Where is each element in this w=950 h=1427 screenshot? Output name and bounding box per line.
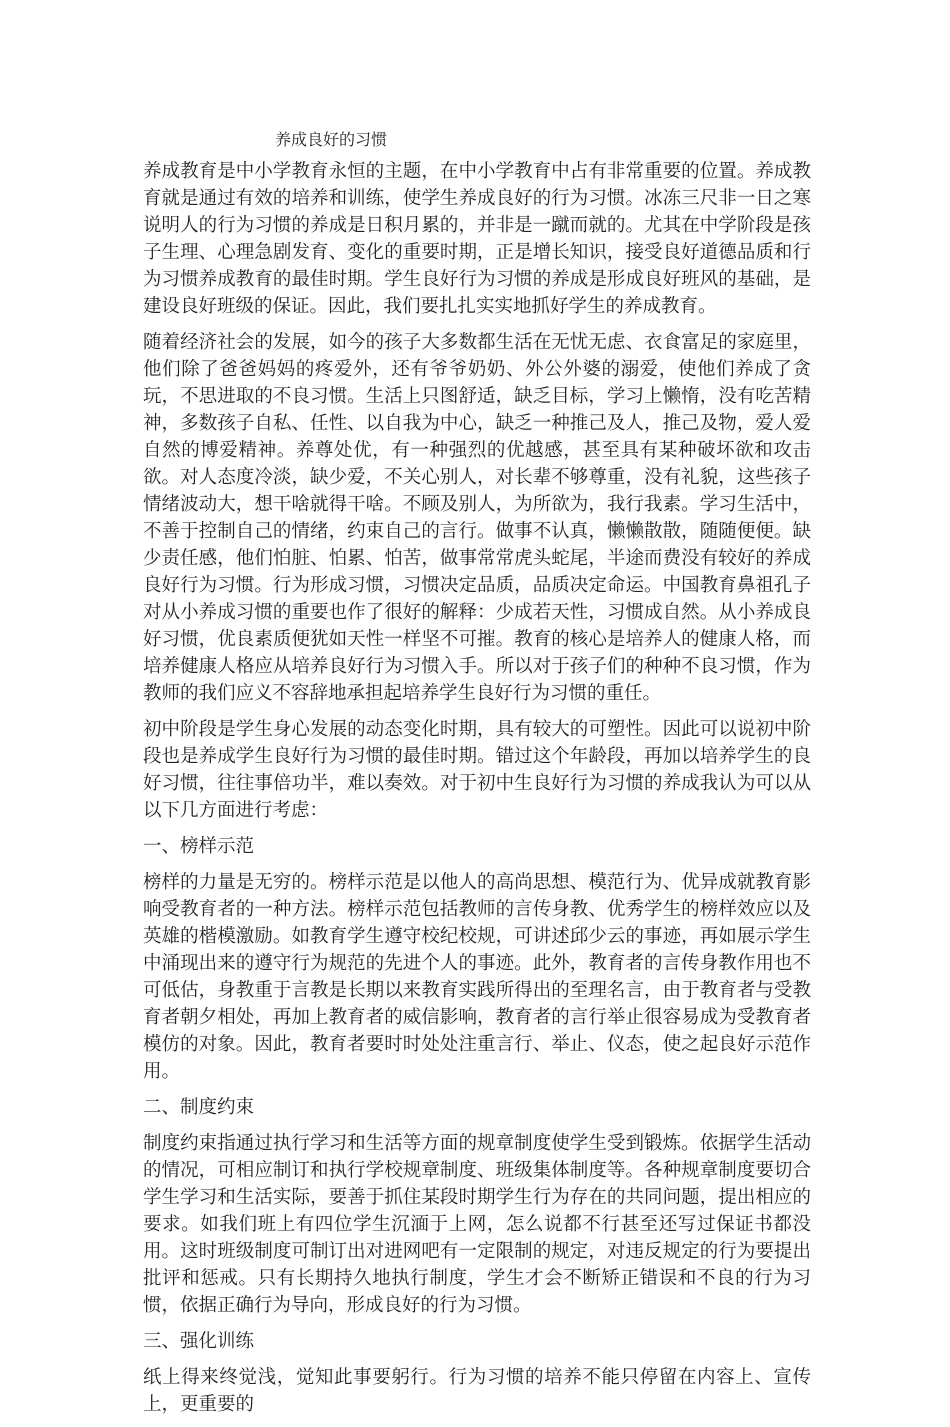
- section-heading-role-model: 一、榜样示范: [143, 836, 255, 857]
- paragraph-role-model: 榜样的力量是无穷的。榜样示范是以他人的高尚思想、模范行为、优异成就教育影响受教育者的一种方法。榜样示范包括教师的言传身教、优秀学生的榜样效应以及英雄的楷模激励。如教育学生遵守校纪校规，可讲述邱少云的事迹，再如展示学生中涌现出来的遵守行为规范的先进个人的事迹。此外，教育者的言传身教作用也不可低估，身教重于言教是长期以来教育实践所得出的至理名言，由于教育者与受教育者朝夕相处，再加上教育者的威信影响，教育者的言行举止很容易成为受教育者模仿的对象。因此，教育者要时时处处注重言行、举止、仪态，使之起良好示范作用。: [143, 872, 811, 1082]
- document-title: 养成良好的习惯: [275, 130, 388, 149]
- paragraph-junior-high: 初中阶段是学生身心发展的动态变化时期，具有较大的可塑性。因此可以说初中阶段也是养成学生良好行为习惯的最佳时期。错过这个年龄段，再加以培养学生的良好习惯，往往事倍功半，难以奏效。对于初中生良好行为习惯的养成我认为可以从以下几方面进行考虑：: [143, 719, 811, 821]
- paragraph-rules: 制度约束指通过执行学习和生活等方面的规章制度使学生受到锻炼。依据学生活动的情况，可相应制订和执行学校规章制度、班级集体制度等。各种规章制度要切合学生学习和生活实际，要善于抓住某段时期学生行为存在的共同问题，提出相应的要求。如我们班上有四位学生沉湎于上网，怎么说都不行甚至还写过保证书都没用。这时班级制度可制订出对进网吧有一定限制的规定，对违反规定的行为要提出批评和惩戒。只有长期持久地执行制度，学生才会不断矫正错误和不良的行为习惯，依据正确行为导向，形成良好的行为习惯。: [143, 1133, 811, 1316]
- section-heading-training: 三、强化训练: [143, 1331, 255, 1352]
- document-body: [143, 158, 811, 1427]
- section-heading-rules: 二、制度约束: [143, 1097, 255, 1118]
- paragraph-problems: 随着经济社会的发展，如今的孩子大多数都生活在无忧无虑、衣食富足的家庭里，他们除了爸爸妈妈的疼爱外，还有爷爷奶奶、外公外婆的溺爱，使他们养成了贪玩，不思进取的不良习惯。生活上只图舒适，缺乏目标，学习上懒惰，没有吃苦精神，多数孩子自私、任性、以自我为中心，缺乏一种推己及人，推己及物，爱人爱自然的博爱精神。养尊处优，有一种强烈的优越感，甚至具有某种破坏欲和攻击欲。对人态度冷淡，缺少爱，不关心别人，对长辈不够尊重，没有礼貌，这些孩子情绪波动大，想干啥就得干啥。不顾及别人，为所欲为，我行我素。学习生活中，不善于控制自己的情绪，约束自己的言行。做事不认真，懒懒散散，随随便便。缺少责任感，他们怕脏、怕累、怕苦，做事常常虎头蛇尾，半途而费没有较好的养成良好行为习惯。行为形成习惯，习惯决定品质，品质决定命运。中国教育鼻祖孔子对从小养成习惯的重要也作了很好的解释：少成若天性，习惯成自然。从小养成良好习惯，优良素质便犹如天性一样坚不可摧。教育的核心是培养人的健康人格，而培养健康人格应从培养良好行为习惯入手。所以对于孩子们的种种不良习惯，作为教师的我们应义不容辞地承担起培养学生良好行为习惯的重任。: [143, 332, 811, 704]
- paragraph-intro: 养成教育是中小学教育永恒的主题，在中小学教育中占有非常重要的位置。养成教育就是通过有效的培养和训练，使学生养成良好的行为习惯。冰冻三尺非一日之寒说明人的行为习惯的养成是日积月累的，并非是一蹴而就的。尤其在中学阶段是孩子生理、心理急剧发育、变化的重要时期，正是增长知识，接受良好道德品质和行为习惯养成教育的最佳时期。学生良好行为习惯的养成是形成良好班风的基础，是建设良好班级的保证。因此，我们要扎扎实实地抓好学生的养成教育。: [143, 161, 811, 317]
- paragraph-training: 纸上得来终觉浅，觉知此事要躬行。行为习惯的培养不能只停留在内容上、宣传上，更重要的: [143, 1367, 811, 1415]
